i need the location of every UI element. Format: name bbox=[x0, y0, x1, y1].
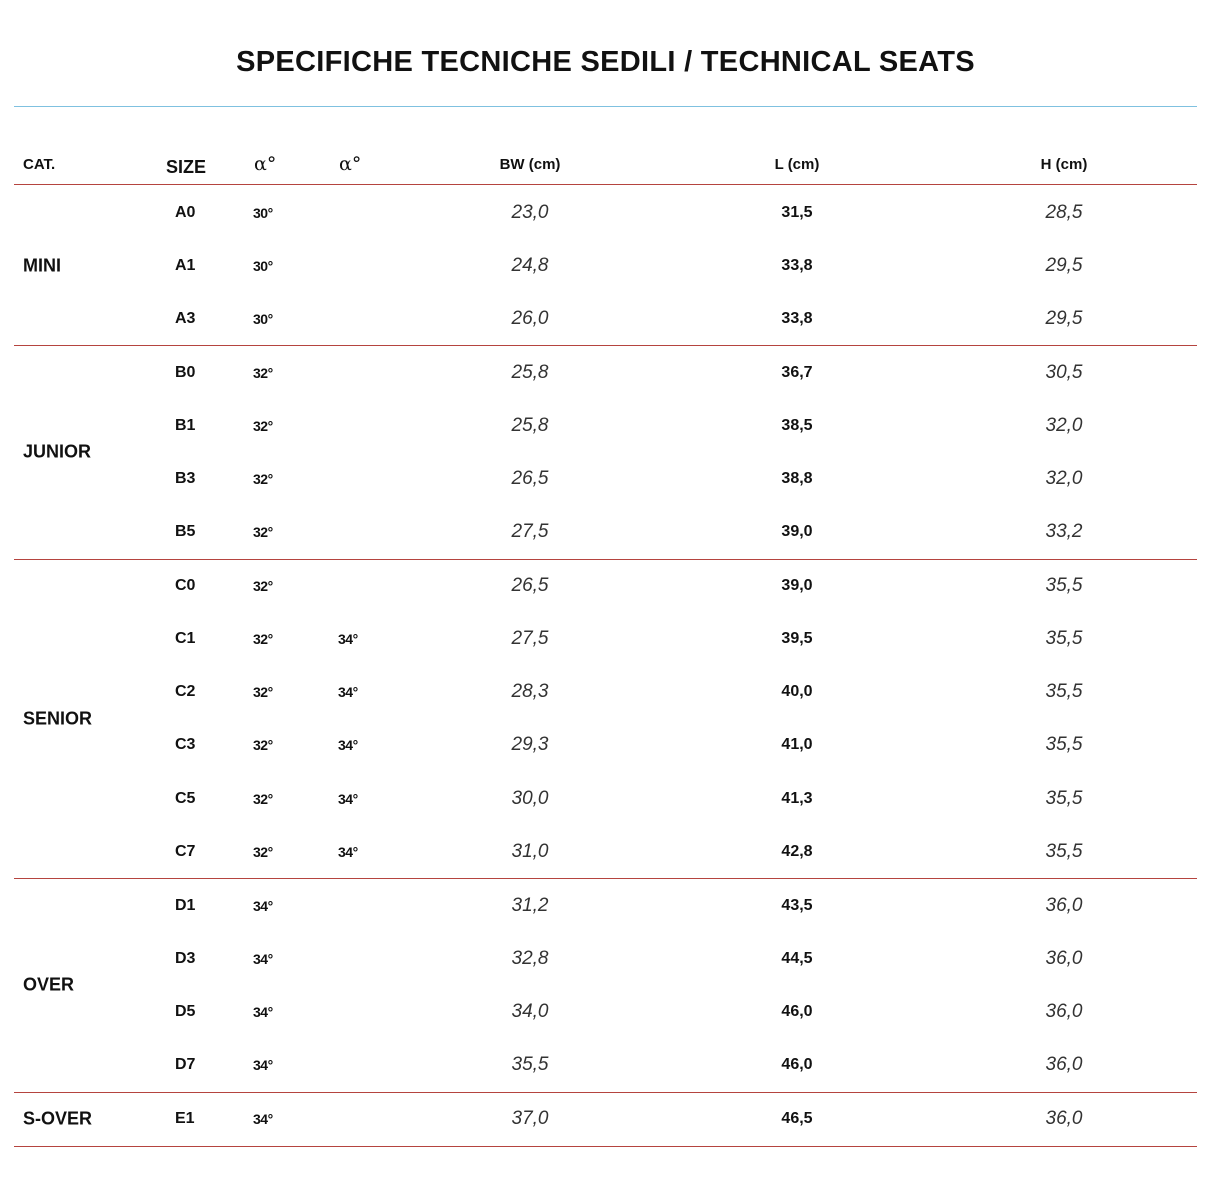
title-divider bbox=[14, 106, 1197, 107]
cell-bw: 26,5 bbox=[511, 468, 549, 490]
cell-bw: 37,0 bbox=[511, 1108, 549, 1130]
cell-size: E1 bbox=[175, 1110, 195, 1128]
cell-a1: 32° bbox=[253, 417, 273, 434]
cell-a1: 32° bbox=[253, 843, 273, 860]
cell-l: 33,8 bbox=[781, 256, 813, 274]
cell-size: D1 bbox=[175, 896, 196, 914]
cell-bw: 29,3 bbox=[511, 734, 549, 756]
cell-h: 36,0 bbox=[1045, 1000, 1083, 1022]
cell-bw: 34,0 bbox=[511, 1000, 549, 1022]
cell-a1: 32° bbox=[253, 684, 273, 701]
cell-size: B3 bbox=[175, 470, 196, 488]
cell-a1: 32° bbox=[253, 364, 273, 381]
category-label: MINI bbox=[23, 255, 61, 276]
cell-bw: 26,5 bbox=[511, 575, 549, 597]
cell-l: 36,7 bbox=[781, 363, 813, 381]
cell-a1: 32° bbox=[253, 737, 273, 754]
cell-l: 41,0 bbox=[781, 736, 813, 754]
cell-h: 36,0 bbox=[1045, 1108, 1083, 1130]
header-alpha-1: α° bbox=[254, 153, 277, 175]
table-row bbox=[14, 186, 1197, 239]
page-title: SPECIFICHE TECNICHE SEDILI / TECHNICAL SEATS bbox=[236, 46, 975, 78]
cell-bw: 24,8 bbox=[511, 254, 549, 276]
cell-size: B1 bbox=[175, 416, 196, 434]
table-row bbox=[14, 1093, 1197, 1146]
category-group bbox=[14, 1093, 1197, 1147]
cell-h: 29,5 bbox=[1045, 254, 1083, 276]
cell-size: C1 bbox=[175, 630, 196, 648]
cell-size: A3 bbox=[175, 309, 196, 327]
table-row bbox=[14, 1039, 1197, 1092]
cell-a1: 30° bbox=[253, 204, 273, 221]
table-row bbox=[14, 452, 1197, 505]
header-h: H (cm) bbox=[1040, 156, 1088, 173]
cell-l: 46,5 bbox=[781, 1110, 813, 1128]
cell-h: 35,5 bbox=[1045, 840, 1083, 862]
category-label: JUNIOR bbox=[23, 441, 92, 462]
cell-bw: 32,8 bbox=[511, 947, 549, 969]
cell-size: A1 bbox=[175, 256, 196, 274]
cell-size: C0 bbox=[175, 577, 196, 595]
cell-l: 33,8 bbox=[781, 309, 813, 327]
cell-h: 35,5 bbox=[1045, 628, 1083, 650]
cell-a1: 32° bbox=[253, 631, 273, 648]
cell-a1: 34° bbox=[253, 1003, 273, 1020]
cell-l: 39,5 bbox=[781, 630, 813, 648]
cell-size: A0 bbox=[175, 203, 196, 221]
cell-bw: 26,0 bbox=[511, 307, 549, 329]
cell-l: 39,0 bbox=[781, 577, 813, 595]
cell-a1: 34° bbox=[253, 1057, 273, 1074]
table-row bbox=[14, 506, 1197, 559]
cell-l: 43,5 bbox=[781, 896, 813, 914]
category-group bbox=[14, 186, 1197, 346]
category-group bbox=[14, 346, 1197, 559]
header-size: SIZE bbox=[166, 157, 207, 177]
cell-bw: 28,3 bbox=[511, 681, 549, 703]
cell-size: C7 bbox=[175, 842, 196, 860]
cell-bw: 31,0 bbox=[511, 840, 549, 862]
table-row bbox=[14, 613, 1197, 666]
cell-bw: 27,5 bbox=[511, 628, 549, 650]
cell-bw: 30,0 bbox=[511, 787, 549, 809]
cell-a2: 34° bbox=[338, 684, 358, 701]
cell-l: 46,0 bbox=[781, 1056, 813, 1074]
cell-a1: 30° bbox=[253, 310, 273, 327]
cell-h: 29,5 bbox=[1045, 307, 1083, 329]
cell-bw: 25,8 bbox=[511, 414, 549, 436]
cell-size: B0 bbox=[175, 363, 196, 381]
category-label: SENIOR bbox=[23, 708, 93, 729]
cell-size: D3 bbox=[175, 949, 196, 967]
cell-l: 39,0 bbox=[781, 523, 813, 541]
cell-a1: 30° bbox=[253, 257, 273, 274]
header-cat: CAT. bbox=[23, 156, 56, 173]
table-row bbox=[14, 292, 1197, 345]
table-row bbox=[14, 346, 1197, 399]
table-row bbox=[14, 399, 1197, 452]
cell-a1: 32° bbox=[253, 524, 273, 541]
cell-h: 36,0 bbox=[1045, 894, 1083, 916]
category-label: S-OVER bbox=[23, 1108, 93, 1129]
cell-a2: 34° bbox=[338, 737, 358, 754]
header-bw: BW (cm) bbox=[499, 156, 561, 173]
cell-h: 35,5 bbox=[1045, 575, 1083, 597]
table-row bbox=[14, 932, 1197, 985]
cell-l: 31,5 bbox=[781, 203, 813, 221]
table-header bbox=[0, 150, 1211, 184]
table-row bbox=[14, 879, 1197, 932]
cell-size: C2 bbox=[175, 683, 196, 701]
cell-h: 28,5 bbox=[1045, 201, 1083, 223]
table-body bbox=[14, 186, 1197, 1147]
table-row bbox=[14, 825, 1197, 878]
cell-size: C5 bbox=[175, 789, 196, 807]
cell-a1: 32° bbox=[253, 790, 273, 807]
cell-a1: 32° bbox=[253, 471, 273, 488]
cell-l: 40,0 bbox=[781, 683, 813, 701]
cell-size: D7 bbox=[175, 1056, 196, 1074]
table-row bbox=[14, 772, 1197, 825]
header-l: L (cm) bbox=[774, 156, 820, 173]
cell-l: 42,8 bbox=[781, 842, 813, 860]
cell-a2: 34° bbox=[338, 790, 358, 807]
table-row bbox=[14, 985, 1197, 1038]
cell-bw: 25,8 bbox=[511, 361, 549, 383]
cell-h: 36,0 bbox=[1045, 947, 1083, 969]
cell-h: 32,0 bbox=[1045, 468, 1083, 490]
cell-size: D5 bbox=[175, 1002, 196, 1020]
cell-size: C3 bbox=[175, 736, 196, 754]
header-divider bbox=[14, 184, 1197, 185]
category-label: OVER bbox=[23, 974, 75, 995]
table-row bbox=[14, 560, 1197, 613]
cell-l: 44,5 bbox=[781, 949, 813, 967]
cell-h: 32,0 bbox=[1045, 414, 1083, 436]
cell-h: 35,5 bbox=[1045, 787, 1083, 809]
table-row bbox=[14, 239, 1197, 292]
cell-bw: 27,5 bbox=[511, 521, 549, 543]
category-group bbox=[14, 560, 1197, 880]
table-row bbox=[14, 666, 1197, 719]
cell-bw: 31,2 bbox=[511, 894, 549, 916]
cell-l: 46,0 bbox=[781, 1002, 813, 1020]
cell-bw: 23,0 bbox=[511, 201, 549, 223]
cell-l: 41,3 bbox=[781, 789, 813, 807]
cell-a1: 32° bbox=[253, 578, 273, 595]
cell-h: 36,0 bbox=[1045, 1054, 1083, 1076]
cell-h: 30,5 bbox=[1045, 361, 1083, 383]
cell-a1: 34° bbox=[253, 897, 273, 914]
cell-size: B5 bbox=[175, 523, 196, 541]
cell-bw: 35,5 bbox=[511, 1054, 549, 1076]
category-group bbox=[14, 879, 1197, 1092]
cell-l: 38,8 bbox=[781, 470, 813, 488]
cell-a1: 34° bbox=[253, 950, 273, 967]
cell-a2: 34° bbox=[338, 843, 358, 860]
header-alpha-2: α° bbox=[339, 153, 362, 175]
cell-h: 33,2 bbox=[1045, 521, 1083, 543]
cell-h: 35,5 bbox=[1045, 734, 1083, 756]
cell-a1: 34° bbox=[253, 1111, 273, 1128]
table-row bbox=[14, 719, 1197, 772]
cell-a2: 34° bbox=[338, 631, 358, 648]
cell-h: 35,5 bbox=[1045, 681, 1083, 703]
cell-l: 38,5 bbox=[781, 416, 813, 434]
